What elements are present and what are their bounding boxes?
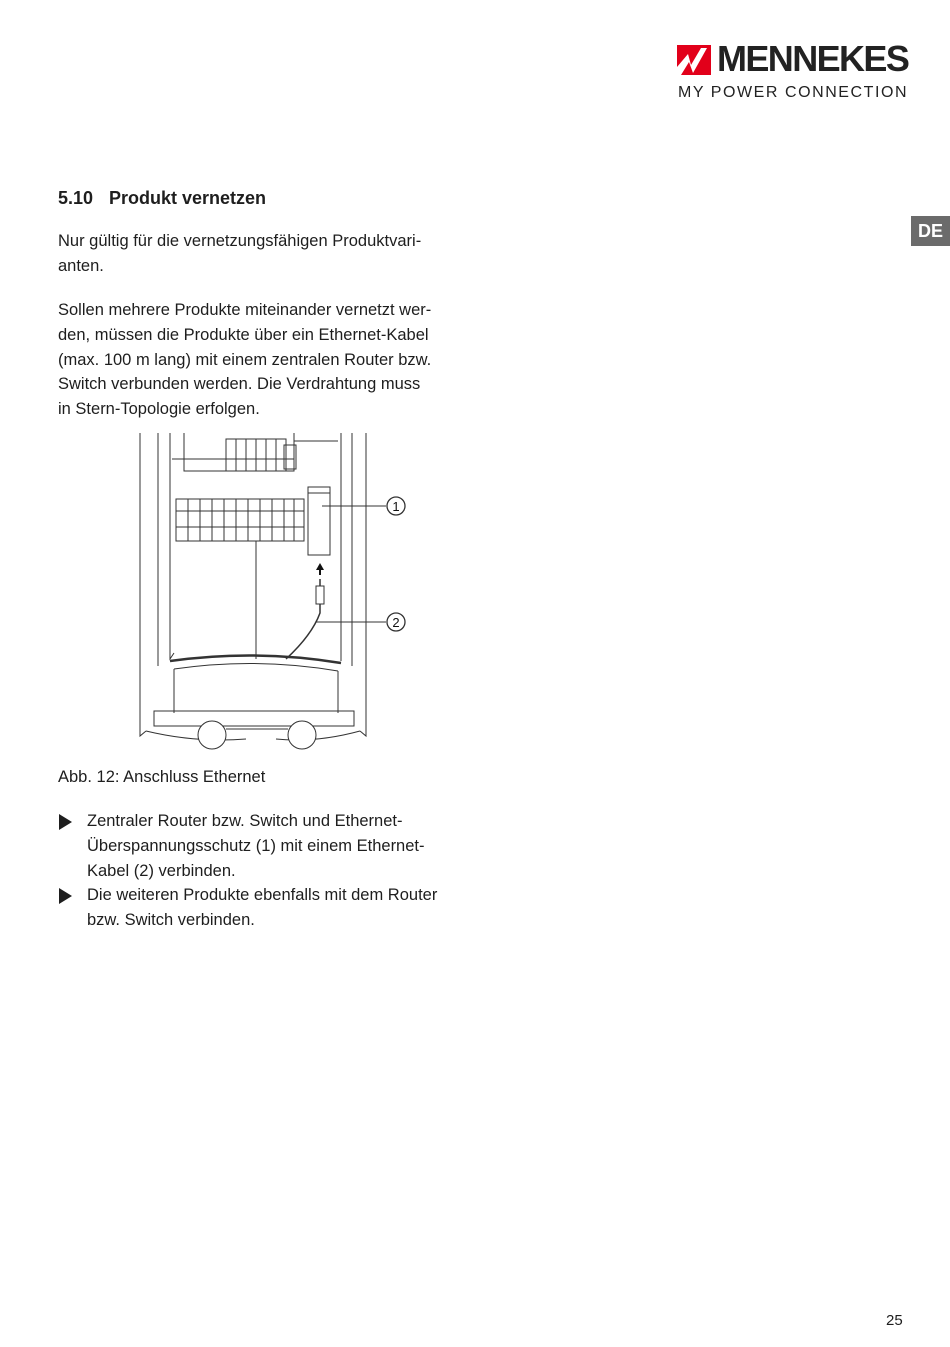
paragraph-networking [58,298,478,422]
play-arrow-icon [59,814,72,830]
paragraph-line: den, müssen die Produkte über ein Ethernet-Kabel [58,325,429,344]
play-arrow-icon [59,888,72,904]
section-title: Produkt vernetzen [109,188,267,208]
paragraph-line: Nur gültig für die vernetzungsfähigen Produktvari- [58,232,422,250]
callout-1-label: 1 [392,499,400,514]
mennekes-logo-icon [677,45,711,75]
section-heading [58,186,266,210]
page-number: 25 [886,1312,903,1329]
step-line: Zentraler Router bzw. Switch und Ethernet- [87,812,403,830]
paragraph-validity [58,229,478,279]
language-tab: DE [911,216,950,246]
step-line: Überspannungsschutz (1) mit einem Ethernet- [87,836,425,855]
section-number: 5.10 [58,188,94,208]
paragraph-line: in Stern-Topologie erfolgen. [58,400,260,419]
ethernet-connection-figure [136,431,416,755]
paragraph-line: Switch verbunden werden. Die Verdrahtung muss [58,375,421,394]
paragraph-line: anten. [58,256,104,275]
step-line: bzw. Switch verbinden. [87,911,255,930]
callout-1 [387,497,405,515]
callout-2 [387,613,405,631]
instruction-step [58,809,488,883]
figure-caption: Abb. 12: Anschluss Ethernet [58,768,266,786]
brand-name: MENNEKES [717,38,909,79]
step-line: Kabel (2) verbinden. [87,861,236,880]
brand-tagline: MY POWER CONNECTION [678,84,909,101]
instruction-steps [58,809,488,933]
callout-2-label: 2 [392,615,400,630]
brand-logo [677,38,909,104]
step-line: Die weiteren Produkte ebenfalls mit dem Router [87,886,438,905]
paragraph-line: (max. 100 m lang) mit einem zentralen Router bzw. [58,350,432,369]
paragraph-line: Sollen mehrere Produkte miteinander vernetzt wer- [58,301,432,319]
instruction-step [58,883,488,933]
